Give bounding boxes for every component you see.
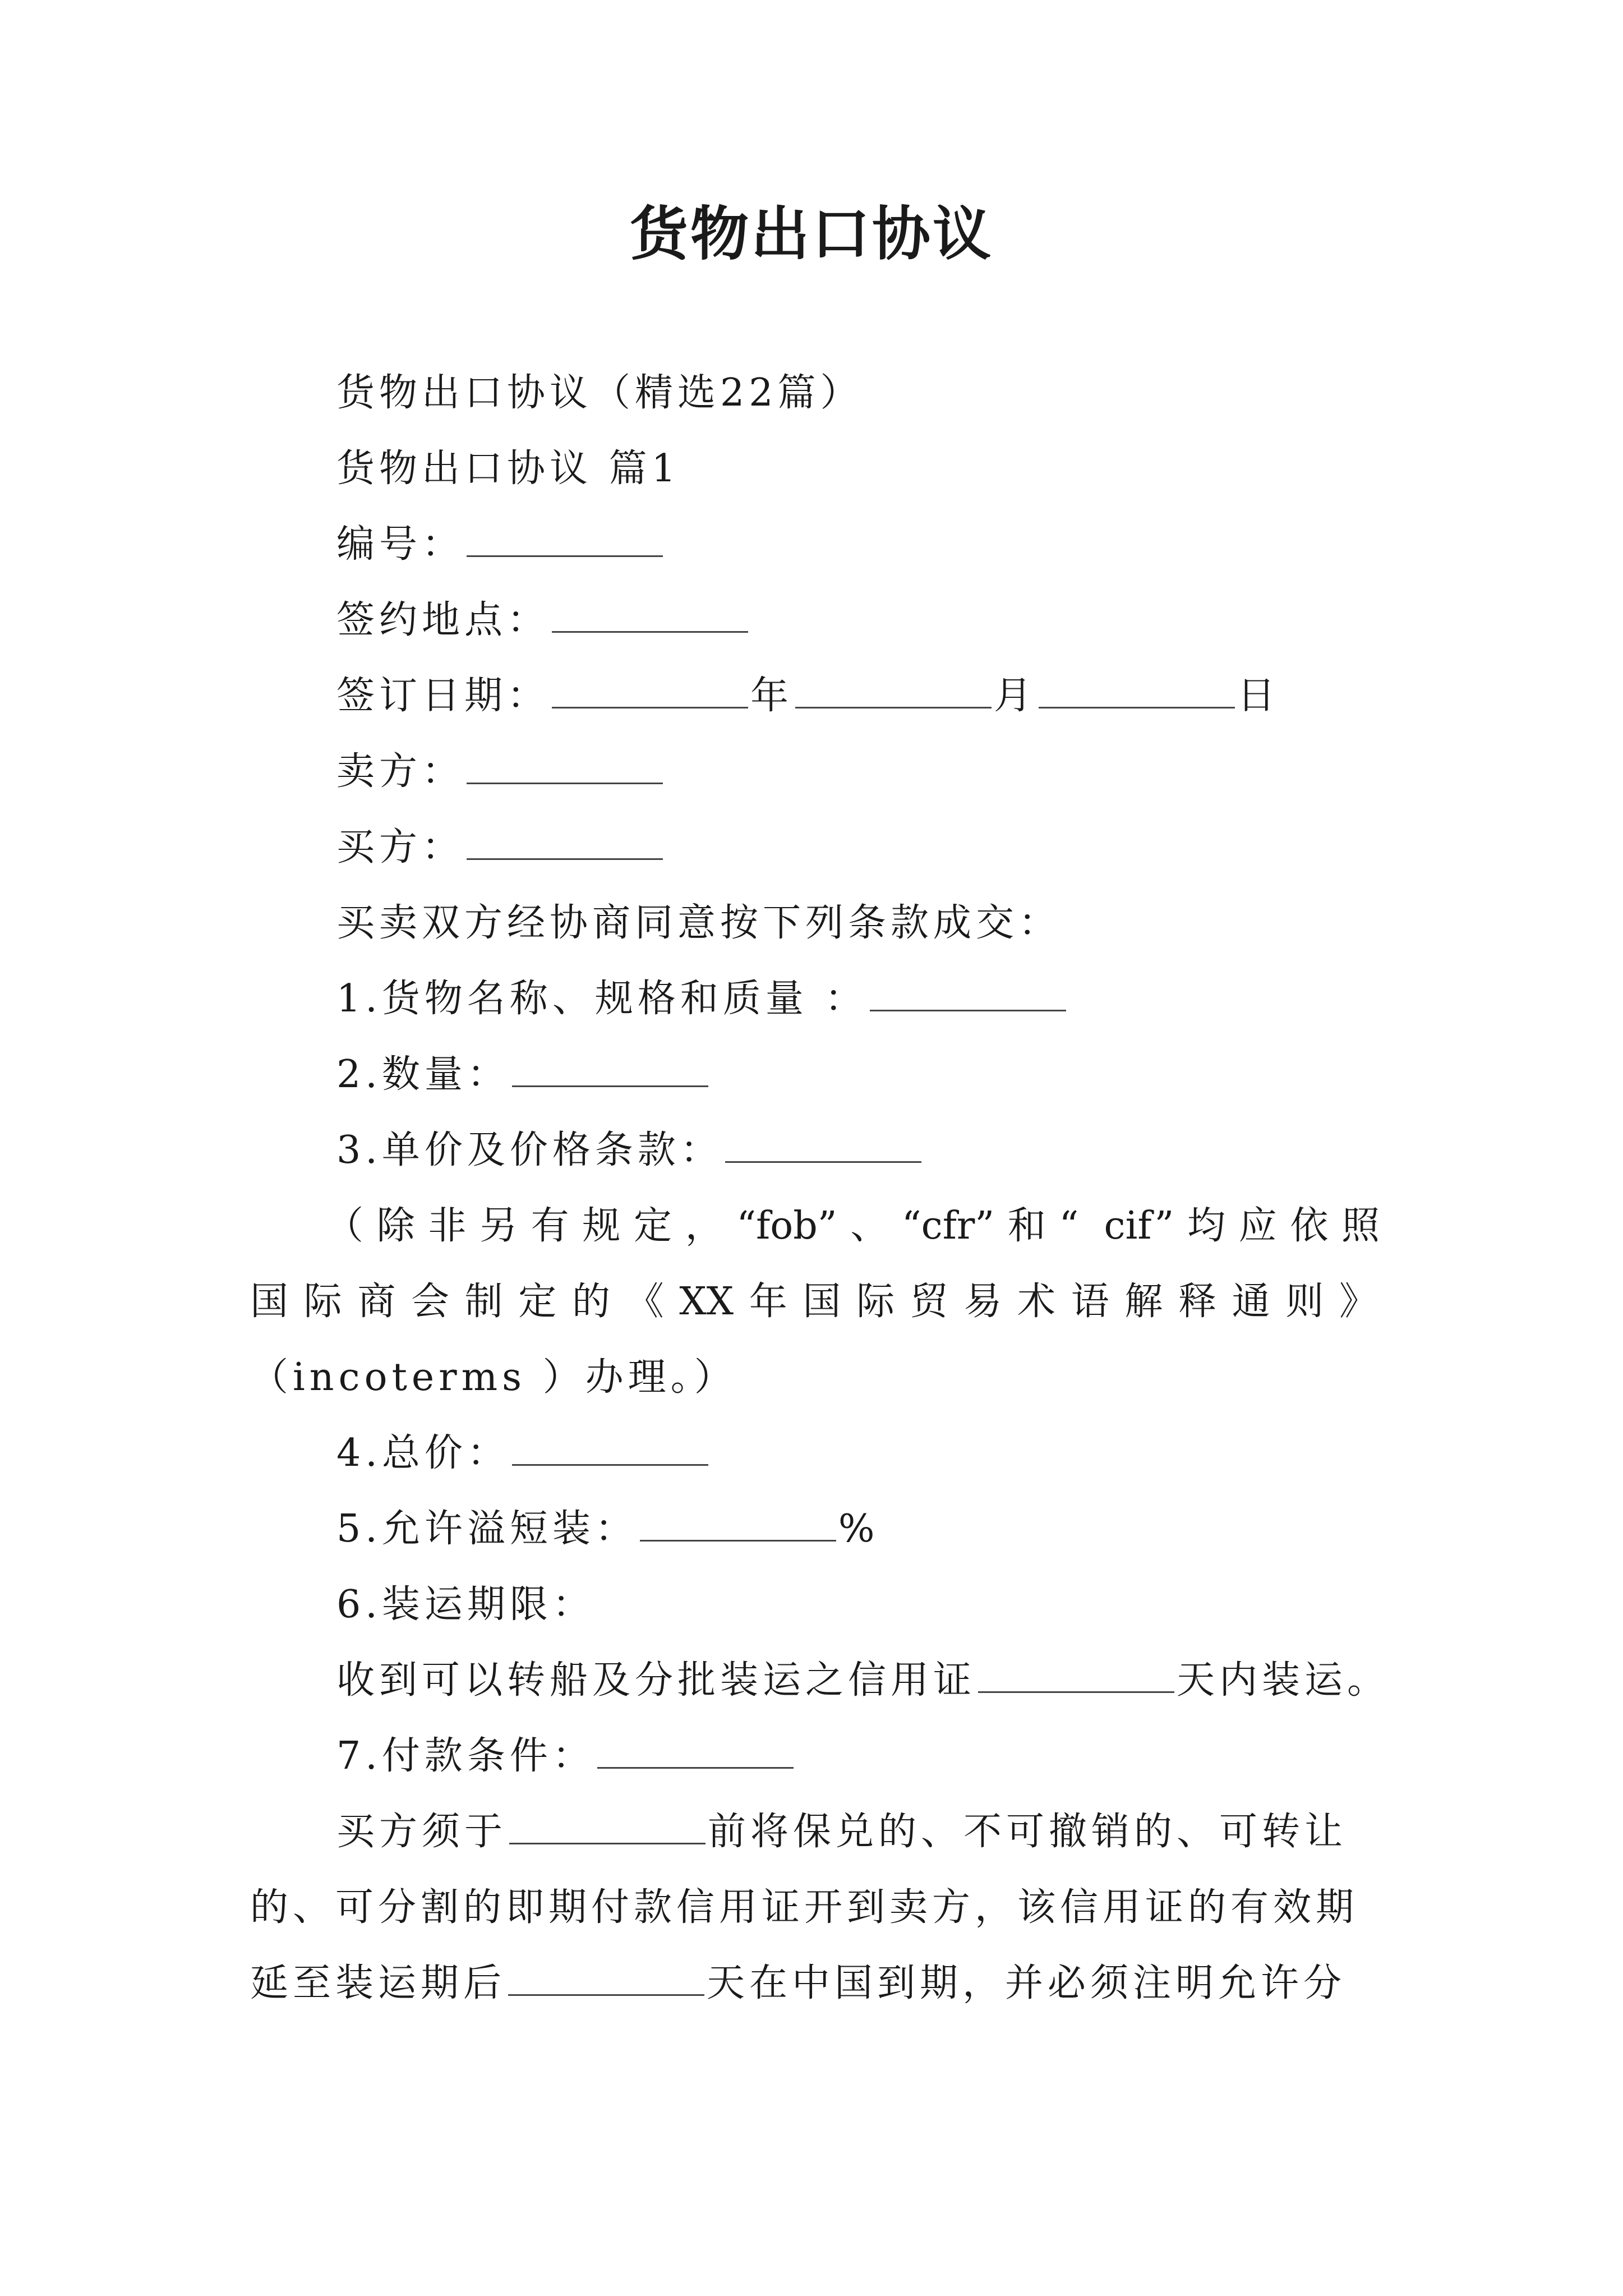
page-title: 货物出口协议 — [629, 200, 993, 268]
clause-1-blank[interactable] — [870, 978, 1066, 1011]
seller-blank[interactable] — [467, 751, 663, 784]
clause-4 — [336, 1430, 711, 1476]
clause-6-text-b: 天内装运。 — [1177, 1658, 1390, 1703]
clause-1-label: 1.货物名称、规格和质量 ： — [336, 977, 868, 1021]
clause-7-line3-a: 延至装运期后 — [250, 1961, 506, 2005]
clause-3-note-text-2: 国际商会制定的《XX年国际贸易术语解释通则》 — [250, 1280, 1377, 1324]
clause-7-text-line-1 — [336, 1809, 1347, 1855]
clause-7-text-line-3 — [250, 1961, 1346, 2007]
month-blank[interactable] — [795, 675, 992, 708]
place-blank[interactable] — [552, 600, 748, 633]
clause-7-days-blank[interactable] — [508, 1963, 704, 1996]
clause-7-blank[interactable] — [597, 1736, 794, 1769]
seller-field — [336, 749, 665, 795]
clause-2 — [336, 1052, 711, 1098]
part-heading: 货物出口协议 篇1 — [336, 447, 680, 491]
clause-5-blank[interactable] — [640, 1508, 836, 1542]
buyer-field — [336, 825, 665, 871]
date-field — [336, 673, 1280, 719]
clause-6-text — [336, 1658, 1390, 1704]
buyer-label: 买方： — [336, 825, 465, 869]
clause-6: 6.装运期限： — [336, 1582, 595, 1627]
clause-3-note-line-3: （incoterms ）办理。） — [250, 1355, 737, 1400]
clause-7-date-blank[interactable] — [509, 1811, 706, 1844]
clause-3-note-line-2 — [250, 1279, 1377, 1325]
clause-3 — [336, 1128, 924, 1174]
seller-label: 卖方： — [336, 749, 465, 794]
clause-7-text-b: 前将保兑的、不可撤销的、可转让 — [708, 1810, 1348, 1854]
number-label: 编号： — [336, 522, 465, 567]
number-blank[interactable] — [467, 524, 663, 557]
number-field — [336, 522, 665, 568]
clause-1 — [336, 976, 1068, 1022]
clause-4-blank[interactable] — [512, 1433, 708, 1466]
clause-3-note-text-1: （除非另有规定，“fob”、“cfr”和“ cif”均应依照 — [325, 1204, 1380, 1248]
clause-3-blank[interactable] — [725, 1130, 921, 1163]
clause-6-text-a: 收到可以转船及分批装运之信用证 — [336, 1658, 976, 1703]
day-label: 日 — [1237, 674, 1280, 718]
clause-7-label: 7.付款条件： — [336, 1734, 595, 1778]
clause-5-label: 5.允许溢短装： — [336, 1507, 638, 1551]
clause-4-label: 4.总价： — [336, 1431, 510, 1475]
clause-3-label: 3.单价及价格条款： — [336, 1128, 723, 1172]
clause-5 — [336, 1506, 879, 1552]
clause-7 — [336, 1733, 796, 1779]
percent-sign: % — [838, 1507, 879, 1551]
month-label: 月 — [994, 674, 1037, 718]
clause-6-blank[interactable] — [978, 1660, 1174, 1693]
document-subtitle: 货物出口协议（精选22篇） — [336, 371, 863, 415]
clause-7-text-line-2: 的、可分割的即期付款信用证开到卖方，该信用证的有效期 — [250, 1885, 1359, 1930]
date-label: 签订日期： — [336, 674, 550, 718]
buyer-blank[interactable] — [467, 827, 663, 860]
place-field — [336, 597, 750, 643]
place-label: 签约地点： — [336, 598, 550, 642]
clause-7-line3-b: 天在中国到期，并必须注明允许分 — [707, 1961, 1347, 2005]
intro-text: 买卖双方经协商同意按下列条款成交： — [336, 901, 1062, 945]
clause-7-text-a: 买方须于 — [336, 1810, 508, 1854]
year-blank[interactable] — [552, 675, 748, 708]
year-label: 年 — [750, 674, 794, 718]
clause-2-blank[interactable] — [512, 1054, 708, 1087]
day-blank[interactable] — [1039, 675, 1235, 708]
clause-3-note-line-1 — [325, 1203, 1380, 1249]
clause-2-label: 2.数量： — [336, 1052, 510, 1097]
